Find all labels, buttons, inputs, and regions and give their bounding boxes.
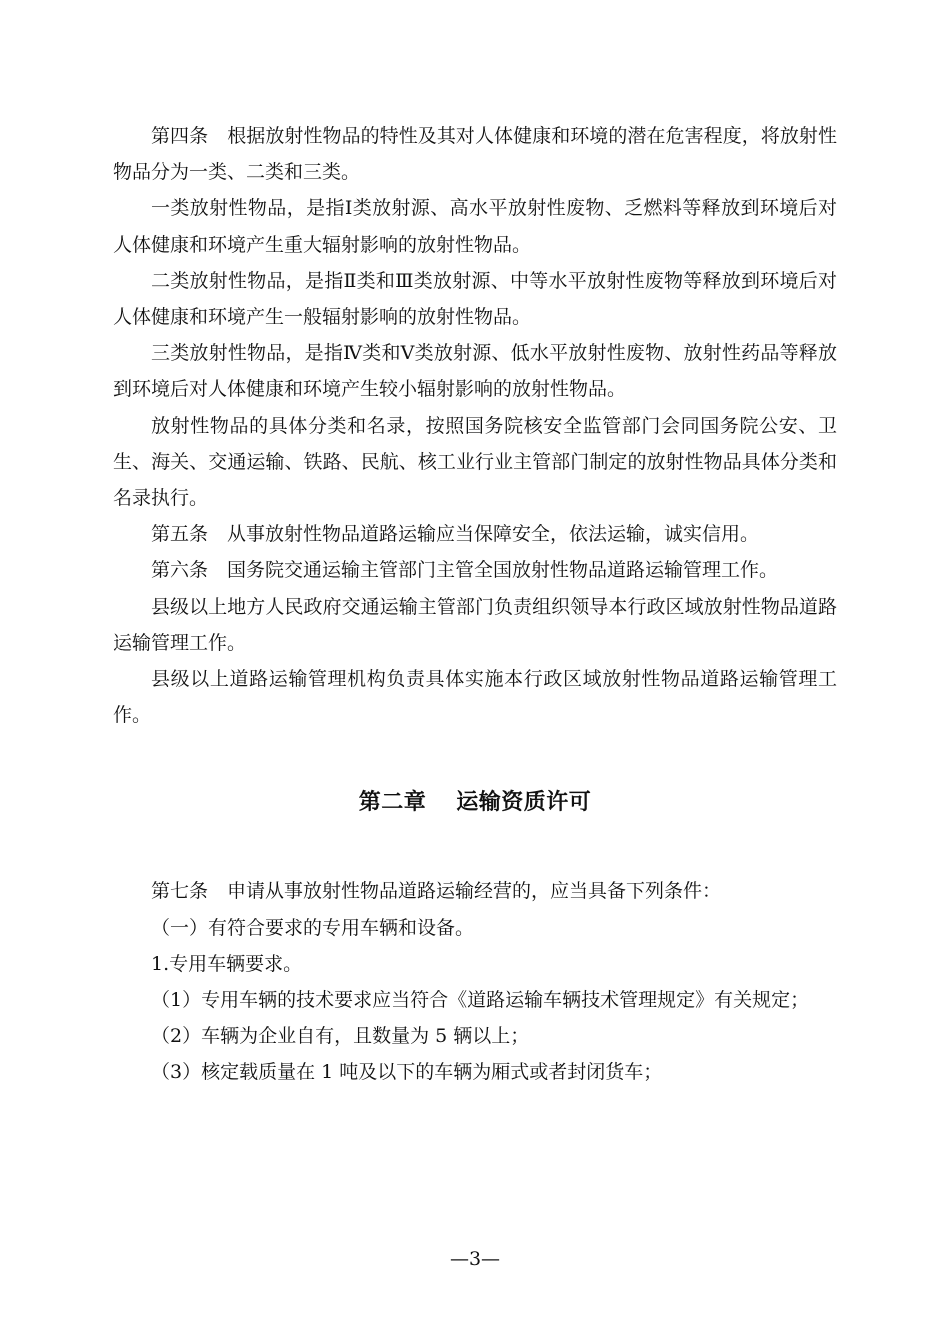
- local-government-paragraph: 县级以上地方人民政府交通运输主管部门负责组织领导本行政区域放射性物品道路运输管理工作。: [113, 595, 837, 654]
- class-two-definition: 二类放射性物品，是指Ⅱ类和Ⅲ类放射源、中等水平放射性废物等释放到环境后对人体健康和环境产生一般辐射影响的放射性物品。: [113, 269, 837, 329]
- chapter-number: 第二章: [358, 790, 427, 816]
- chapter-title: 运输资质许可: [456, 790, 592, 816]
- transport-agency-paragraph: 县级以上道路运输管理机构负责具体实施本行政区域放射性物品道路运输管理工作。: [113, 668, 837, 727]
- class-three-definition: 三类放射性物品，是指Ⅳ类和Ⅴ类放射源、低水平放射性废物、放射性药品等释放到环境后对人体健康和环境产生较小辐射影响的放射性物品。: [113, 342, 837, 401]
- article-7-paragraph: 第七条 申请从事放射性物品道路运输经营的，应当具备下列条件：: [151, 880, 722, 903]
- vehicle-requirement-1: （1）专用车辆的技术要求应当符合《道路运输车辆技术管理规定》有关规定；: [151, 989, 810, 1012]
- articles-section-2: [113, 873, 837, 1090]
- chapter-heading: [113, 733, 837, 873]
- articles-section-1: [113, 118, 837, 733]
- classification-catalog-paragraph: 放射性物品的具体分类和名录，按照国务院核安全监管部门会同国务院公安、卫生、海关、交通运输、铁路、民航、核工业行业主管部门制定的放射性物品具体分类和名录执行。: [113, 414, 837, 510]
- vehicle-requirements-item: 1.专用车辆要求。: [151, 952, 303, 975]
- condition-1-item: （一）有符合要求的专用车辆和设备。: [151, 916, 475, 939]
- article-5-paragraph: 第五条 从事放射性物品道路运输应当保障安全，依法运输，诚实信用。: [151, 523, 760, 546]
- article-4-paragraph: 第四条 根据放射性物品的特性及其对人体健康和环境的潜在危害程度，将放射性物品分为一类、二类和三类。: [113, 125, 837, 184]
- article-6-paragraph: 第六条 国务院交通运输主管部门主管全国放射性物品道路运输管理工作。: [151, 559, 779, 582]
- vehicle-requirement-2: （2）车辆为企业自有，且数量为 5 辆以上；: [151, 1025, 530, 1048]
- document-page: [113, 118, 837, 1091]
- class-one-definition: 一类放射性物品，是指Ⅰ类放射源、高水平放射性废物、乏燃料等释放到环境后对人体健康和环境产生重大辐射影响的放射性物品。: [113, 197, 837, 256]
- vehicle-requirement-3: （3）核定载质量在 1 吨及以下的车辆为厢式或者封闭货车；: [151, 1061, 663, 1084]
- page-number: —3—: [449, 1248, 501, 1270]
